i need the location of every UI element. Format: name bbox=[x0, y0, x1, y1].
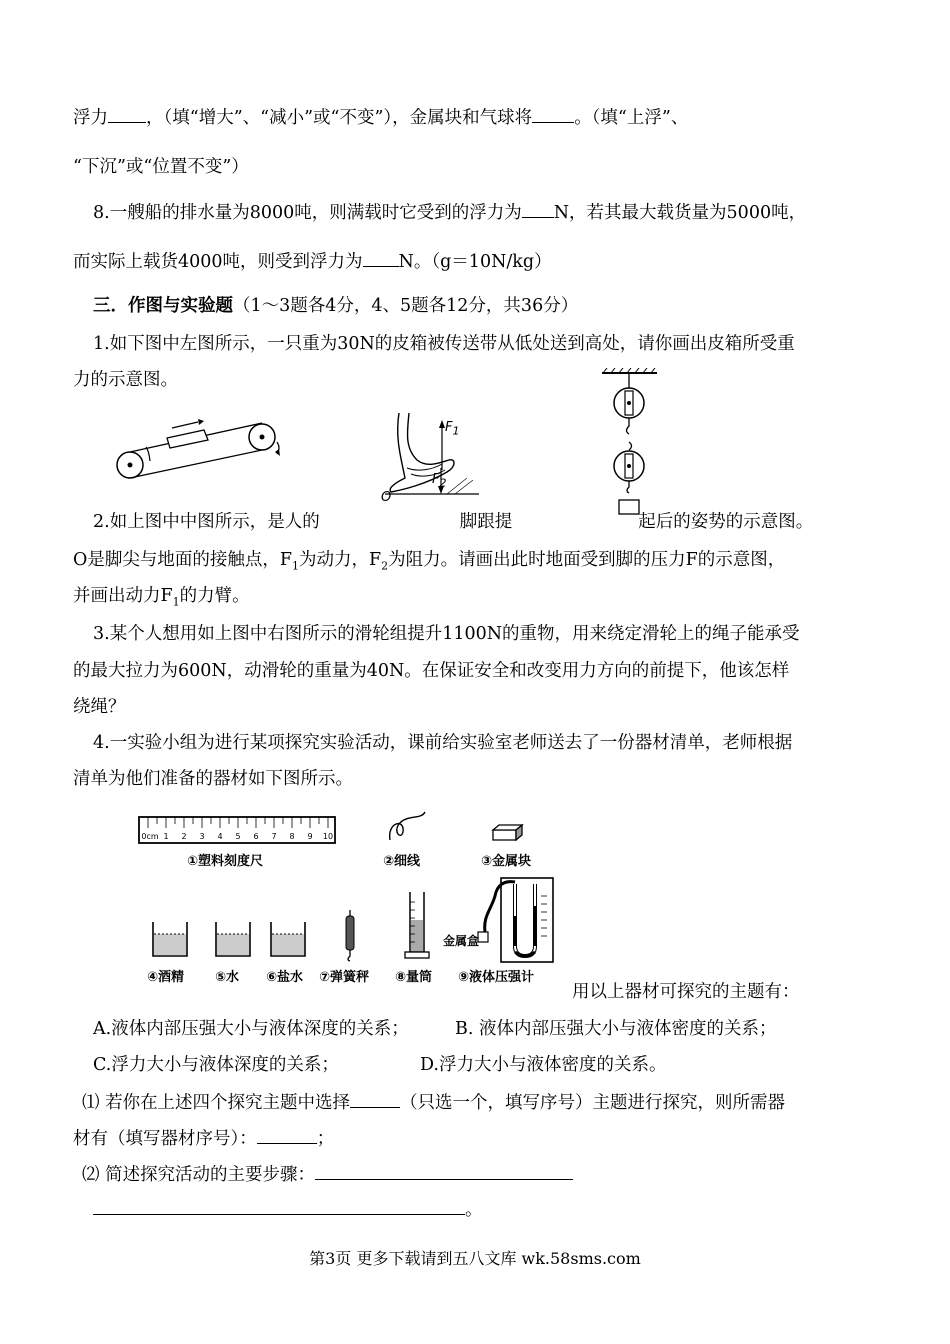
ruler-tick-label: 9 bbox=[307, 832, 313, 841]
beaker-alcohol-icon bbox=[150, 920, 190, 960]
sub-question-2-line-2: 。 bbox=[93, 1196, 483, 1222]
label-ruler: ①塑料刻度尺 bbox=[187, 854, 264, 869]
q1-line-1: 1.如下图中左图所示，一只重为30N的皮箱被传送带从低处送到高处，请你画出皮箱所受重 bbox=[93, 334, 795, 354]
sub-question-1-line-1: ⑴ 若你在上述四个探究主题中选择 （只选一个，填写序号）主题进行探究，则所需器 bbox=[82, 1089, 785, 1115]
q7-line-2: “下沉”或“位置不变”） bbox=[73, 157, 249, 177]
ruler-tick-label: 1 bbox=[163, 832, 169, 841]
ruler-icon bbox=[138, 816, 338, 846]
page-footer: 第3页 更多下载请到五八文库 wk.58sms.com bbox=[309, 1249, 641, 1268]
answer-blank[interactable] bbox=[532, 104, 574, 123]
answer-blank[interactable] bbox=[522, 199, 554, 218]
option-d: D.浮力大小与液体密度的关系。 bbox=[420, 1055, 667, 1075]
cylinder-icon bbox=[402, 890, 432, 962]
q2-line-2: O是脚尖与地面的接触点，$F_1$为动力，$F_2$为阻力。请画出此时地面受到脚的压力F的示意图， bbox=[73, 550, 786, 573]
q4-topics-intro: 用以上器材可探究的主题有： bbox=[572, 982, 800, 1002]
ruler-tick-label: 5 bbox=[235, 832, 241, 841]
answer-blank[interactable] bbox=[257, 1125, 317, 1144]
option-b: B. 液体内部压强大小与液体密度的关系； bbox=[455, 1019, 777, 1039]
sub-question-1-line-2: 材有（填写器材序号）： ； bbox=[73, 1125, 334, 1151]
answer-blank[interactable] bbox=[93, 1196, 465, 1215]
force-f2-label: $F_2$ bbox=[432, 472, 447, 490]
label-pressure-gauge: ⑨液体压强计 bbox=[458, 970, 535, 985]
equipment-figure bbox=[135, 808, 575, 988]
option-c: C.浮力大小与液体深度的关系； bbox=[93, 1055, 339, 1075]
answer-blank[interactable] bbox=[108, 104, 146, 123]
ruler-tick-label: 6 bbox=[253, 832, 259, 841]
q3-line-2: 的最大拉力为600N，动滑轮的重量为40N。在保证安全和改变用力方向的前提下，他该怎样 bbox=[73, 661, 790, 681]
ruler-tick-label: 0cm bbox=[141, 832, 159, 841]
thread-icon bbox=[385, 810, 435, 846]
label-brine: ⑥盐水 bbox=[266, 970, 304, 985]
label-spring-scale: ⑦弹簧秤 bbox=[319, 970, 370, 985]
ruler-tick-label: 10 bbox=[322, 832, 334, 841]
q7-line-1: 浮力 ，（填“增大”、“减小”或“不变”），金属块和气球将 。（填“上浮”、 bbox=[73, 104, 688, 130]
ruler-tick-label: 4 bbox=[217, 832, 223, 841]
sub-question-2-line-1: ⑵ 简述探究活动的主要步骤： bbox=[82, 1161, 573, 1187]
q1-line-2: 力的示意图。 bbox=[73, 370, 178, 390]
beaker-water-icon bbox=[213, 920, 253, 960]
pulley-figure bbox=[597, 368, 667, 518]
label-metal-block: ③金属块 bbox=[481, 854, 532, 869]
label-cylinder: ⑧量筒 bbox=[395, 970, 433, 985]
q8-line-2: 而实际上载货4000吨，则受到浮力为 N。（g＝10N/kg） bbox=[73, 248, 552, 274]
label-alcohol: ④酒精 bbox=[147, 970, 185, 985]
pressure-gauge-icon bbox=[473, 876, 573, 966]
q3-line-1: 3.某个人想用如上图中右图所示的滑轮组提升1100N的重物，用来绕定滑轮上的绳子能承受 bbox=[93, 624, 800, 644]
q4-line-2: 清单为他们准备的器材如下图所示。 bbox=[73, 769, 353, 789]
q8-line-1: 8.一艘船的排水量为8000吨，则满载时它受到的浮力为 N，若其最大载货量为5000吨， bbox=[93, 199, 806, 225]
q2-line-1: 2.如上图中中图所示，是人的 脚跟提 起后的姿势的示意图。 bbox=[93, 512, 814, 532]
answer-blank[interactable] bbox=[315, 1161, 573, 1180]
conveyor-belt-figure bbox=[112, 418, 292, 498]
point-o-label: O bbox=[381, 490, 392, 505]
ruler-tick-label: 3 bbox=[199, 832, 205, 841]
ruler-tick-label: 8 bbox=[289, 832, 295, 841]
option-a: A.液体内部压强大小与液体深度的关系； bbox=[93, 1019, 409, 1039]
beaker-brine-icon bbox=[268, 920, 308, 960]
label-thread: ②细线 bbox=[383, 854, 421, 869]
q2-line-3: 并画出动力$F_1$的力臂。 bbox=[73, 586, 250, 609]
label-water: ⑤水 bbox=[215, 970, 240, 985]
ruler-tick-label: 7 bbox=[271, 832, 277, 841]
ruler-tick-label: 2 bbox=[181, 832, 187, 841]
force-f1-label: $F_1$ bbox=[445, 420, 460, 438]
q3-line-3: 绕绳？ bbox=[73, 697, 126, 717]
metal-block-icon bbox=[490, 822, 526, 842]
answer-blank[interactable] bbox=[350, 1089, 400, 1108]
spring-scale-icon bbox=[340, 910, 360, 962]
label-metal-box: 金属盒 bbox=[443, 934, 480, 948]
answer-blank[interactable] bbox=[363, 248, 399, 267]
q4-line-1: 4.一实验小组为进行某项探究实验活动，课前给实验室老师送去了一份器材清单，老师根据 bbox=[93, 733, 793, 753]
section-title: 三．作图与实验题（1～3题各4分，4、5题各12分，共36分） bbox=[93, 296, 579, 316]
